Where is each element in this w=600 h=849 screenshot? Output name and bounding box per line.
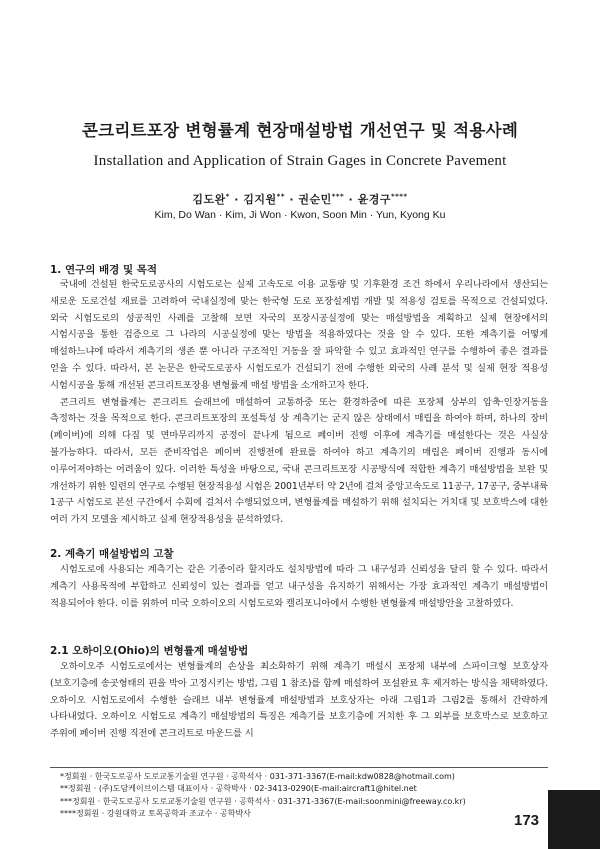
section-body-ohio	[50, 659, 548, 743]
paper-subtitle-english: Installation and Application of Strain Gages in Concrete Pavement	[93, 153, 507, 169]
author-affiliation-mark: **	[276, 192, 285, 201]
paragraph: 콘크리트 변형률계는 콘크리트 슬래브에 매설하여 교통하중 또는 환경하중에 따른 포장체 상부의 압축·인장거동을 측정하는 것을 목적으로 한다. 콘크리트포장의 포설특성 상 계측기는 굳지 않은 상태에서 매립을 하여야 하며, 하나의 장비(페이버)에 의해 다짐 및 면마무리까지 공정이 끝나게 됨으로 페이버 진행 이후에 계측기를 매설한다는 것은 사실상 불가능하다. 따라서, 모든 준비작업은 페이버 진행전에 완료를 하여야 하고 계측기의 매립은 페이버 진행과 동시에 이루어져야하는 어려움이 있다. 이러한 특성을 바탕으로, 국내 콘크리트포장 시공방식에 적합한 계측기 매설방법을 보완 및 개선하기 위한 일련의 연구로 수행된 현장적용성 시험은 2001년부터 약 2년에 걸쳐 중앙고속도로 11공구, 17공구, 중부내륙 1공구 시험도로 본선 구간에서 수회에 걸쳐서 수행되었으며, 변형률계를 매설하기 위해 설치되는 거치대 및 보호박스에 대한 여러 가지 모델을 제시하고 실제 현장적용성을 분석하였다.	[50, 396, 548, 526]
author-name: 김지원	[243, 193, 277, 206]
page-corner-tab	[548, 790, 600, 849]
footnote-divider	[50, 767, 548, 768]
footnote: *정회원 · 한국도로공사 도로교통기술원 연구원 · 공학석사 · 031-371-3367(E-mail:kdw0828@hotmail.com)	[60, 772, 455, 781]
author-affiliation-mark: ***	[331, 192, 345, 201]
paper-title: 콘크리트포장 변형률계 현장매설방법 개선연구 및 적용사례	[81, 121, 519, 140]
section-heading-ohio: 2.1 오하이오(Ohio)의 변형률계 매설방법	[50, 645, 249, 657]
section-heading-background: 1. 연구의 배경 및 목적	[50, 264, 158, 276]
section-body-review	[50, 562, 548, 612]
footnotes	[60, 771, 550, 821]
author-name: 윤경구	[357, 193, 391, 206]
section-heading-review: 2. 계측기 매설방법의 고찰	[50, 548, 174, 560]
author-name: 권순민	[298, 193, 332, 206]
author-separator: ·	[229, 193, 244, 206]
footnote: ****정회원 · 강원대학교 토목공학과 조교수 · 공학박사	[60, 809, 251, 819]
paragraph: 국내에 건설된 한국도로공사의 시험도로는 실제 고속도로 이용 교통량 및 기후환경 조건 하에서 우리나라에서 생산되는 새로운 도로건설 재료를 고려하여 국내실정에 맞는 한국형 도로 포장설계법 개발 및 적용성 검토를 목적으로 건설되었다. 외국 시험도로의 성공적인 사례를 고찰해 보면 자국의 포장시공실정에 맞는 매설방법을 계획하고 실제 현장에서의 시험시공을 통한 검증으로 그 나라의 시공실정에 맞는 방법을 적용하였다는 것을 알 수 있다. 또한 계측기를 어떻게 매설하느냐에 따라서 계측기의 생존 뿐 아니라 구조적인 거동을 잘 파악할 수 있고 효과적인 연구를 수행하여 좋은 결과를 얻을 수 있다. 따라서, 본 논문은 한국도로공사 시험도로가 건설되기 전에 수행한 외국의 사례 분석 및 실제 현장 적용성 시험시공을 통해 개선된 콘크리트포장용 변형률계 매설 방법을 소개하고자 한다.	[50, 279, 548, 391]
authors-english: Kim, Do Wan · Kim, Ji Won · Kwon, Soon Min · Yun, Kyong Ku	[154, 209, 446, 221]
author-separator: ·	[285, 193, 299, 206]
page-number: 173	[514, 812, 540, 829]
footnote: ***정회원 · 한국도로공사 도로교통기술원 연구원 · 공학석사 · 031-371-3367(E-mail:soonmini@freeway.co.kr)	[60, 796, 466, 806]
author-separator: ·	[344, 193, 358, 206]
footnote: **정회원 · (주)도담케이브이스템 대표이사 · 공학박사 · 02-3413-0290(E-mail:aircraft1@hitel.net	[60, 784, 417, 794]
section-body-background	[50, 277, 548, 529]
author-affiliation-mark: *	[225, 192, 230, 201]
authors-korean	[0, 191, 600, 207]
paragraph: 시험도로에 사용되는 계측기는 같은 기종이라 할지라도 설치방법에 따라 그 내구성과 신뢰성을 달리 할 수 있다. 따라서 계측기 사용목적에 부합하고 신뢰성이 있는 결과를 얻고 내구성을 유지하기 위해서는 가장 효과적인 계측기 매설방법이 적용되어야 한다. 이를 위하여 미국 오하이오의 시험도로와 캘리포니아에서 수행한 변형률계 매설방안을 고찰하였다.	[50, 564, 548, 609]
paragraph: 오하이오주 시험도로에서는 변형률계의 손상을 최소화하기 위해 계측기 매설시 포장체 내부에 스파이크형 보호상자(보호기층에 송곳형태의 핀을 박아 고정시키는 방법, 그림 1 참조)를 함께 매설하여 포설완료 후 제거하는 방식을 채택하였다. 오하이오 시험도로에서 수행한 슬래브 내부 변형률계 매설방법과 보호상자는 아래 그림1과 그림2를 통해서 간략하게 나타내었다. 오하이오 시험도로 계측기 매설방법의 특징은 계측기를 보호기층에 거치한 후 그 외부를 보호박스로 보호하고 주위에 페이버 진행 직전에 콘크리트로 마운드를 시	[50, 661, 548, 740]
author-name: 김도완	[192, 193, 226, 206]
author-affiliation-mark: ****	[390, 192, 408, 201]
